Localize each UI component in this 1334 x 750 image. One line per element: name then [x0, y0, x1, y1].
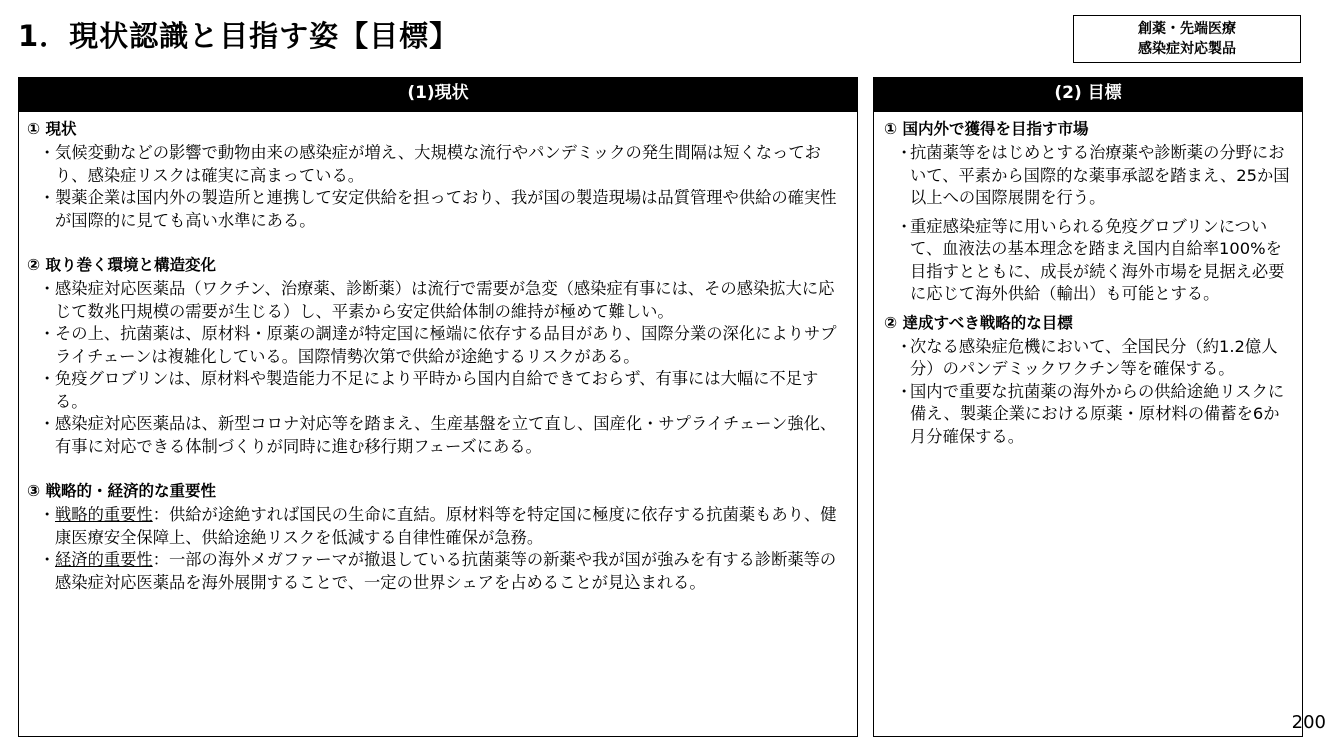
section-heading-target-market: ① 国内外で獲得を目指す市場 [884, 120, 1089, 138]
list-item-text: 免疫グロブリンは、原材料や製造能力不足により平時から国内自給できておらず、有事には大幅に不足する。 [55, 369, 819, 411]
list-item [27, 323, 849, 368]
list-item-text: 次なる感染症危機において、全国民分（約1.2億人分）のパンデミックワクチン等を確保する。 [910, 336, 1278, 378]
bullet-mark: ・ [896, 216, 913, 236]
bullet-list [884, 336, 1294, 449]
list-item [27, 142, 849, 187]
bullet-mark: ・ [39, 143, 56, 162]
section-heading-strategic-goals: ② 達成すべき戦略的な目標 [884, 313, 1073, 332]
bullet-mark: ・ [39, 369, 56, 388]
list-item-text: その上、抗菌薬は、原材料・原薬の調達が特定国に極端に依存する品目があり、国際分業の深化によりサプライチェーンは複雑化している。国際情勢次第で供給が途絶するリスクがある。 [55, 324, 837, 366]
list-item [27, 278, 849, 323]
list-item-text: ：一部の海外メガファーマが撤退している抗菌薬等の新薬や我が国が強みを有する診断薬等の感染症対応医薬品を海外展開することで、一定の世界シェアを占めることが見込まれる。 [55, 550, 837, 592]
section-heading-environment: ② 取り巻く環境と構造変化 [27, 256, 217, 274]
section-heading-importance: ③ 戦略的・経済的な重要性 [27, 482, 217, 500]
bullet-mark: ・ [39, 550, 56, 569]
category-line-2: 感染症対応製品 [1138, 41, 1236, 57]
bullet-mark: ・ [896, 336, 913, 356]
bullet-mark: ・ [39, 324, 56, 343]
bullet-mark: ・ [39, 188, 56, 207]
bullet-mark: ・ [896, 381, 913, 401]
list-item-text: 感染症対応医薬品（ワクチン、治療薬、診断薬）は流行で需要が急変（感染症有事には、その感染拡大に応じて数兆円規模の需要が生じる）し、平素から安定供給体制の維持が極めて難しい。 [55, 279, 835, 321]
bullet-list [27, 504, 849, 594]
list-item [884, 216, 1294, 306]
goals-panel [873, 77, 1303, 737]
list-item [884, 336, 1294, 381]
list-item-text: 国内で重要な抗菌薬の海外からの供給途絶リスクに備え、製薬企業における原薬・原材料の備蓄を6か月分確保する。 [910, 381, 1285, 446]
list-item-text: 抗菌薬等をはじめとする治療薬や診断薬の分野において、平素から国際的な薬事承認を踏まえ、25か国以上への国際展開を行う。 [910, 143, 1290, 207]
current-status-panel [18, 77, 858, 737]
current-status-header: (1)現状 [18, 77, 858, 112]
term-economic-importance: 経済的重要性 [55, 550, 153, 569]
list-item [884, 142, 1294, 210]
list-item-text: 製薬企業は国内外の製造所と連携して安定供給を担っており、我が国の製造現場は品質管理や供給の確実性が国際的に見ても高い水準にある。 [55, 188, 837, 230]
bullet-list [27, 142, 849, 232]
term-strategic-importance: 戦略的重要性 [55, 505, 153, 524]
goals-body [874, 112, 1302, 448]
bullet-mark: ・ [39, 414, 56, 433]
bullet-mark: ・ [896, 143, 913, 162]
bullet-list [884, 142, 1294, 306]
current-status-body [19, 112, 857, 594]
list-item [27, 368, 849, 413]
list-item-text: 感染症対応医薬品は、新型コロナ対応等を踏まえ、生産基盤を立て直し、国産化・サプライチェーン強化、有事に対応できる体制づくりが同時に進む移行期フェーズにある。 [55, 414, 837, 456]
goals-header: (2) 目標 [873, 77, 1303, 112]
bullet-list [27, 278, 849, 458]
list-item [27, 187, 849, 232]
list-item-text: 気候変動などの影響で動物由来の感染症が増え、大規模な流行やパンデミックの発生間隔は短くなっており、感染症リスクは確実に高まっている。 [55, 143, 821, 185]
page-title: 1．現状認識と目指す姿【目標】 [18, 19, 460, 53]
section-heading-current: ① 現状 [27, 120, 77, 138]
page-number: 200 [1291, 712, 1326, 733]
list-item [27, 504, 849, 549]
bullet-mark: ・ [39, 505, 56, 524]
bullet-mark: ・ [39, 279, 56, 298]
list-item-text: 重症感染症等に用いられる免疫グロブリンについて、血液法の基本理念を踏まえ国内自給率100%を目指すとともに、成長が続く海外市場を見据え必要に応じて海外供給（輸出）も可能とする。 [910, 216, 1285, 303]
list-item [884, 381, 1294, 449]
category-line-1: 創薬・先端医療 [1138, 21, 1236, 37]
list-item-text: ：供給が途絶すれば国民の生命に直結。原材料等を特定国に極度に依存する抗菌薬もあり、健康医療安全保障上、供給途絶リスクを低減する自律性確保が急務。 [55, 505, 837, 547]
list-item [27, 549, 849, 594]
list-item [27, 413, 849, 458]
category-badge [1073, 15, 1301, 63]
